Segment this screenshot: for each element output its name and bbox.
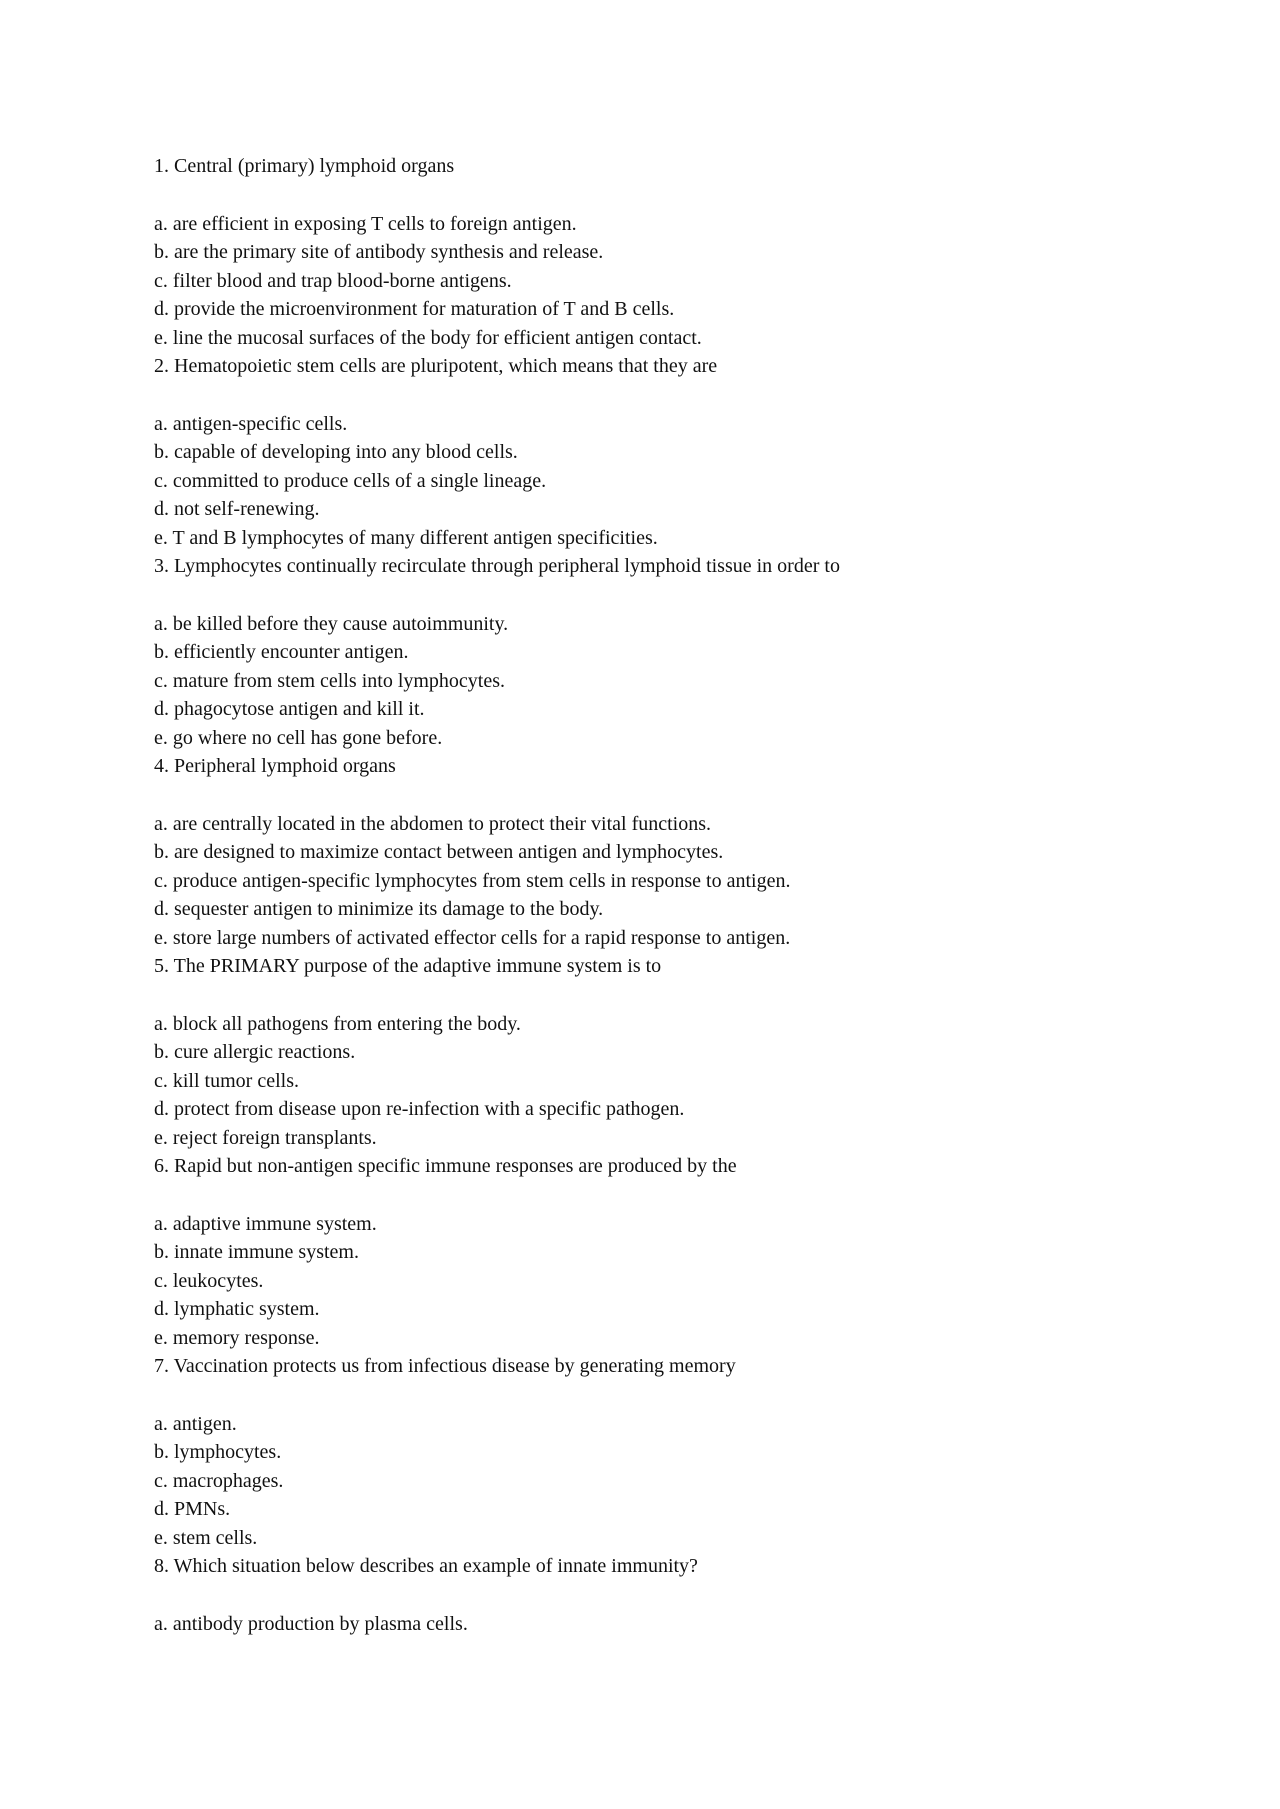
answer-options [154,1210,1154,1353]
question-text: 5. The PRIMARY purpose of the adaptive immune system is to [154,955,662,977]
answer-option: e. stem cells. [154,1526,258,1549]
answer-option: b. cure allergic reactions. [154,1041,356,1063]
answer-options [154,410,1154,553]
question-6 [154,1152,1154,1352]
answer-option: a. antibody production by plasma cells. [154,1612,468,1635]
answer-option: c. macrophages. [154,1469,284,1492]
answer-option: c. mature from stem cells into lymphocytes. [154,669,506,692]
answer-option: d. PMNs. [154,1498,231,1520]
answer-option: b. are the primary site of antibody synthesis and release. [154,241,604,263]
answer-option: e. reject foreign transplants. [154,1126,377,1149]
question-text: 4. Peripheral lymphoid organs [154,755,396,777]
question-1 [154,152,1154,352]
answer-option: c. filter blood and trap blood-borne antigens. [154,269,512,292]
answer-options [154,1410,1154,1553]
question-4 [154,752,1154,952]
answer-option: a. antigen. [154,1412,237,1435]
question-text: 1. Central (primary) lymphoid organs [154,155,455,177]
question-7 [154,1352,1154,1552]
answer-option: d. not self-renewing. [154,498,320,520]
answer-option: a. be killed before they cause autoimmunity. [154,612,509,635]
answer-option: e. go where no cell has gone before. [154,726,443,749]
answer-option: a. block all pathogens from entering the body. [154,1012,521,1035]
answer-option: d. protect from disease upon re-infection with a specific pathogen. [154,1098,685,1120]
answer-option: d. sequester antigen to minimize its damage to the body. [154,898,604,920]
answer-option: c. leukocytes. [154,1269,264,1292]
answer-option: b. capable of developing into any blood cells. [154,441,518,463]
question-text: 6. Rapid but non-antigen specific immune responses are produced by the [154,1155,737,1177]
answer-option: b. are designed to maximize contact between antigen and lymphocytes. [154,841,724,863]
answer-option: d. phagocytose antigen and kill it. [154,698,425,720]
answer-options [154,810,1154,953]
answer-options [154,210,1154,353]
answer-option: a. adaptive immune system. [154,1212,377,1235]
answer-option: d. lymphatic system. [154,1298,320,1320]
answer-option: e. line the mucosal surfaces of the body for efficient antigen contact. [154,326,702,349]
answer-option: a. are efficient in exposing T cells to foreign antigen. [154,212,577,235]
answer-option: b. lymphocytes. [154,1441,282,1463]
answer-option: e. store large numbers of activated effector cells for a rapid response to antigen. [154,926,791,949]
answer-option: c. produce antigen-specific lymphocytes from stem cells in response to antigen. [154,869,791,892]
question-text: 2. Hematopoietic stem cells are pluripotent, which means that they are [154,355,718,377]
quiz-content [154,152,1154,1638]
answer-option: d. provide the microenvironment for maturation of T and B cells. [154,298,675,320]
answer-option: c. committed to produce cells of a single lineage. [154,469,547,492]
answer-option: b. innate immune system. [154,1241,359,1263]
question-8 [154,1552,1154,1638]
question-text: 7. Vaccination protects us from infectious disease by generating memory [154,1355,736,1377]
answer-option: b. efficiently encounter antigen. [154,641,409,663]
answer-options [154,1610,1154,1639]
answer-option: c. kill tumor cells. [154,1069,299,1092]
answer-option: e. memory response. [154,1326,320,1349]
answer-options [154,610,1154,753]
question-text: 3. Lymphocytes continually recirculate through peripheral lymphoid tissue in order to [154,555,840,577]
question-text: 8. Which situation below describes an example of innate immunity? [154,1555,698,1577]
answer-option: e. T and B lymphocytes of many different antigen specificities. [154,526,658,549]
answer-option: a. antigen-specific cells. [154,412,348,435]
question-5 [154,952,1154,1152]
question-3 [154,552,1154,752]
question-2 [154,352,1154,552]
answer-option: a. are centrally located in the abdomen to protect their vital functions. [154,812,712,835]
answer-options [154,1010,1154,1153]
